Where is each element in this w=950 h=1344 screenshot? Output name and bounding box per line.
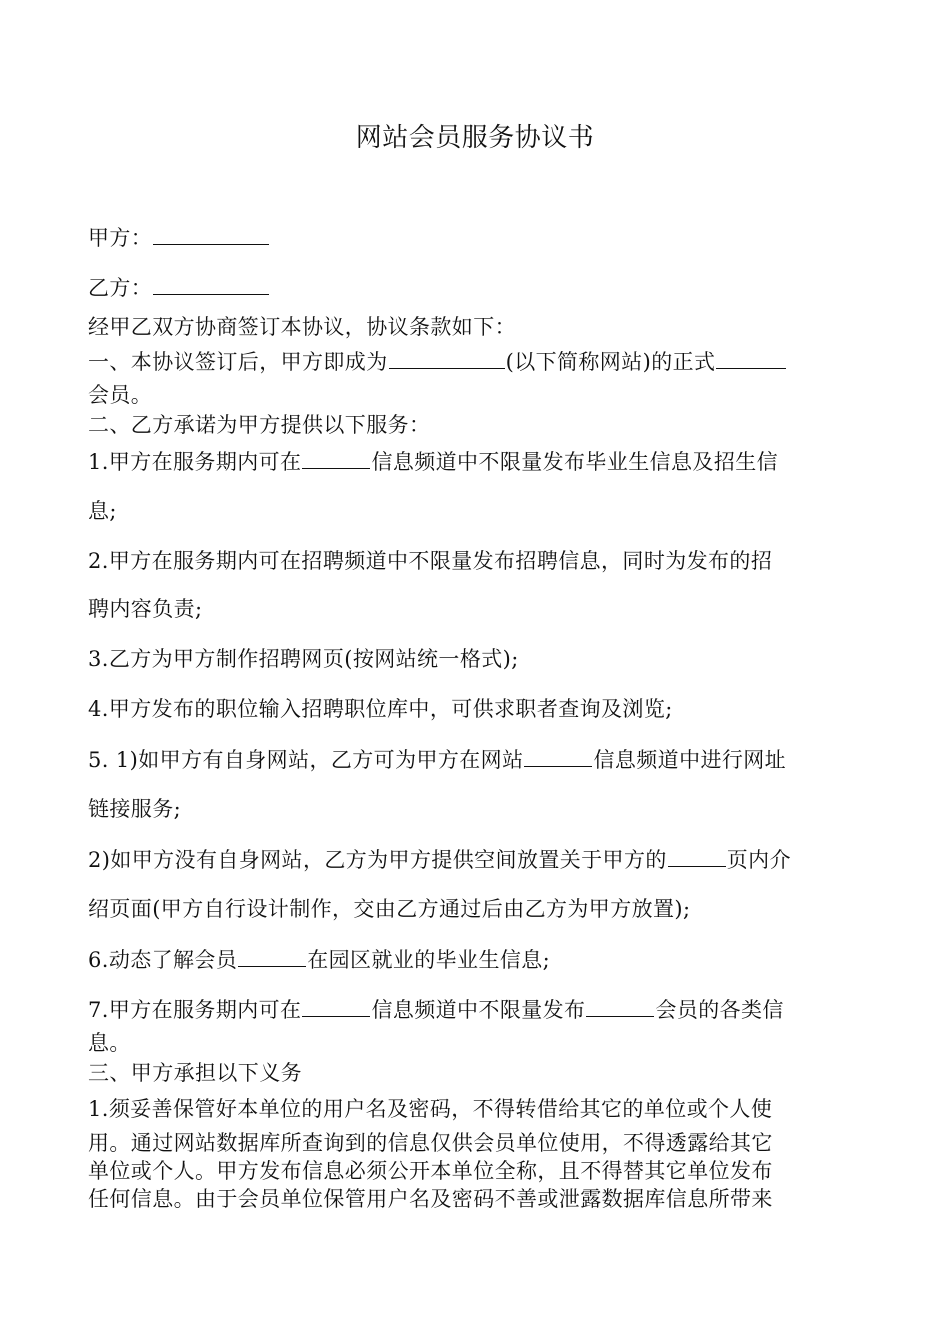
item-5-2-line-2: 绍页面(甲方自行设计制作，交由乙方通过后由乙方为甲方放置); xyxy=(88,897,691,921)
item-3-line: 3.乙方为甲方制作招聘网页(按网站统一格式); xyxy=(88,647,519,671)
section-3-heading: 三、甲方承担以下义务 xyxy=(88,1061,302,1085)
duty-1-line-4: 任何信息。由于会员单位保管用户名及密码不善或泄露数据库信息所带来 xyxy=(88,1187,773,1211)
item-7-text-b: 信息频道中不限量发布 xyxy=(371,998,586,1022)
item-5-2-text-b: 页内介 xyxy=(726,848,791,872)
section-1-line xyxy=(88,346,868,377)
party-a-line xyxy=(88,222,868,253)
membership-type-blank xyxy=(716,346,786,369)
item-5-blank xyxy=(524,744,592,767)
section-1-text-a: 一、本协议签订后，甲方即成为 xyxy=(88,350,388,374)
item-7-line xyxy=(88,994,868,1025)
section-1-line-2: 会员。 xyxy=(88,383,153,407)
duty-1-line: 1.须妥善保管好本单位的用户名及密码，不得转借给其它的单位或个人使 xyxy=(88,1097,773,1121)
duty-1-line-3: 单位或个人。甲方发布信息必须公开本单位全称，且不得替其它单位发布 xyxy=(88,1159,773,1183)
party-a-blank xyxy=(153,222,269,245)
item-1-text-b: 信息频道中不限量发布毕业生信息及招生信 xyxy=(371,450,779,474)
item-7-blank-1 xyxy=(302,994,370,1017)
item-5-text-a: 5. 1)如甲方有自身网站，乙方可为甲方在网站 xyxy=(88,748,524,772)
item-5-2-blank xyxy=(668,844,726,867)
document-title: 网站会员服务协议书 xyxy=(355,123,595,153)
item-5-line-2: 链接服务; xyxy=(88,797,182,821)
website-name-blank xyxy=(389,346,505,369)
item-6-blank xyxy=(238,944,306,967)
intro-text: 经甲乙双方协商签订本协议，协议条款如下： xyxy=(88,315,516,339)
item-4-line: 4.甲方发布的职位输入招聘职位库中，可供求职者查询及浏览; xyxy=(88,697,673,721)
section-2-heading: 二、乙方承诺为甲方提供以下服务： xyxy=(88,413,431,437)
party-b-line xyxy=(88,272,868,303)
item-7-text-c: 会员的各类信 xyxy=(655,998,784,1022)
item-7-text-a: 7.甲方在服务期内可在 xyxy=(88,998,302,1022)
party-b-blank xyxy=(153,272,269,295)
item-1-text-a: 1.甲方在服务期内可在 xyxy=(88,450,302,474)
item-5-line xyxy=(88,744,868,775)
item-5-2-line xyxy=(88,844,868,875)
party-b-label: 乙方： xyxy=(88,276,153,300)
duty-1-line-2: 用。通过网站数据库所查询到的信息仅供会员单位使用，不得透露给其它 xyxy=(88,1131,773,1155)
item-6-text-b: 在园区就业的毕业生信息; xyxy=(307,948,551,972)
item-5-text-b: 信息频道中进行网址 xyxy=(593,748,787,772)
item-1-line xyxy=(88,446,868,477)
item-6-text-a: 6.动态了解会员 xyxy=(88,948,238,972)
item-1-blank xyxy=(302,446,370,469)
item-7-blank-2 xyxy=(586,994,654,1017)
item-5-2-text-a: 2)如甲方没有自身网站，乙方为甲方提供空间放置关于甲方的 xyxy=(88,848,667,872)
item-1-line-2: 息; xyxy=(88,499,117,523)
party-a-label: 甲方： xyxy=(88,226,153,250)
item-2-line: 2.甲方在服务期内可在招聘频道中不限量发布招聘信息，同时为发布的招 xyxy=(88,549,773,573)
item-6-line xyxy=(88,944,868,975)
item-2-line-2: 聘内容负责; xyxy=(88,597,203,621)
section-1-text-b: (以下简称网站)的正式 xyxy=(505,350,716,374)
item-7-line-2: 息。 xyxy=(88,1031,131,1055)
